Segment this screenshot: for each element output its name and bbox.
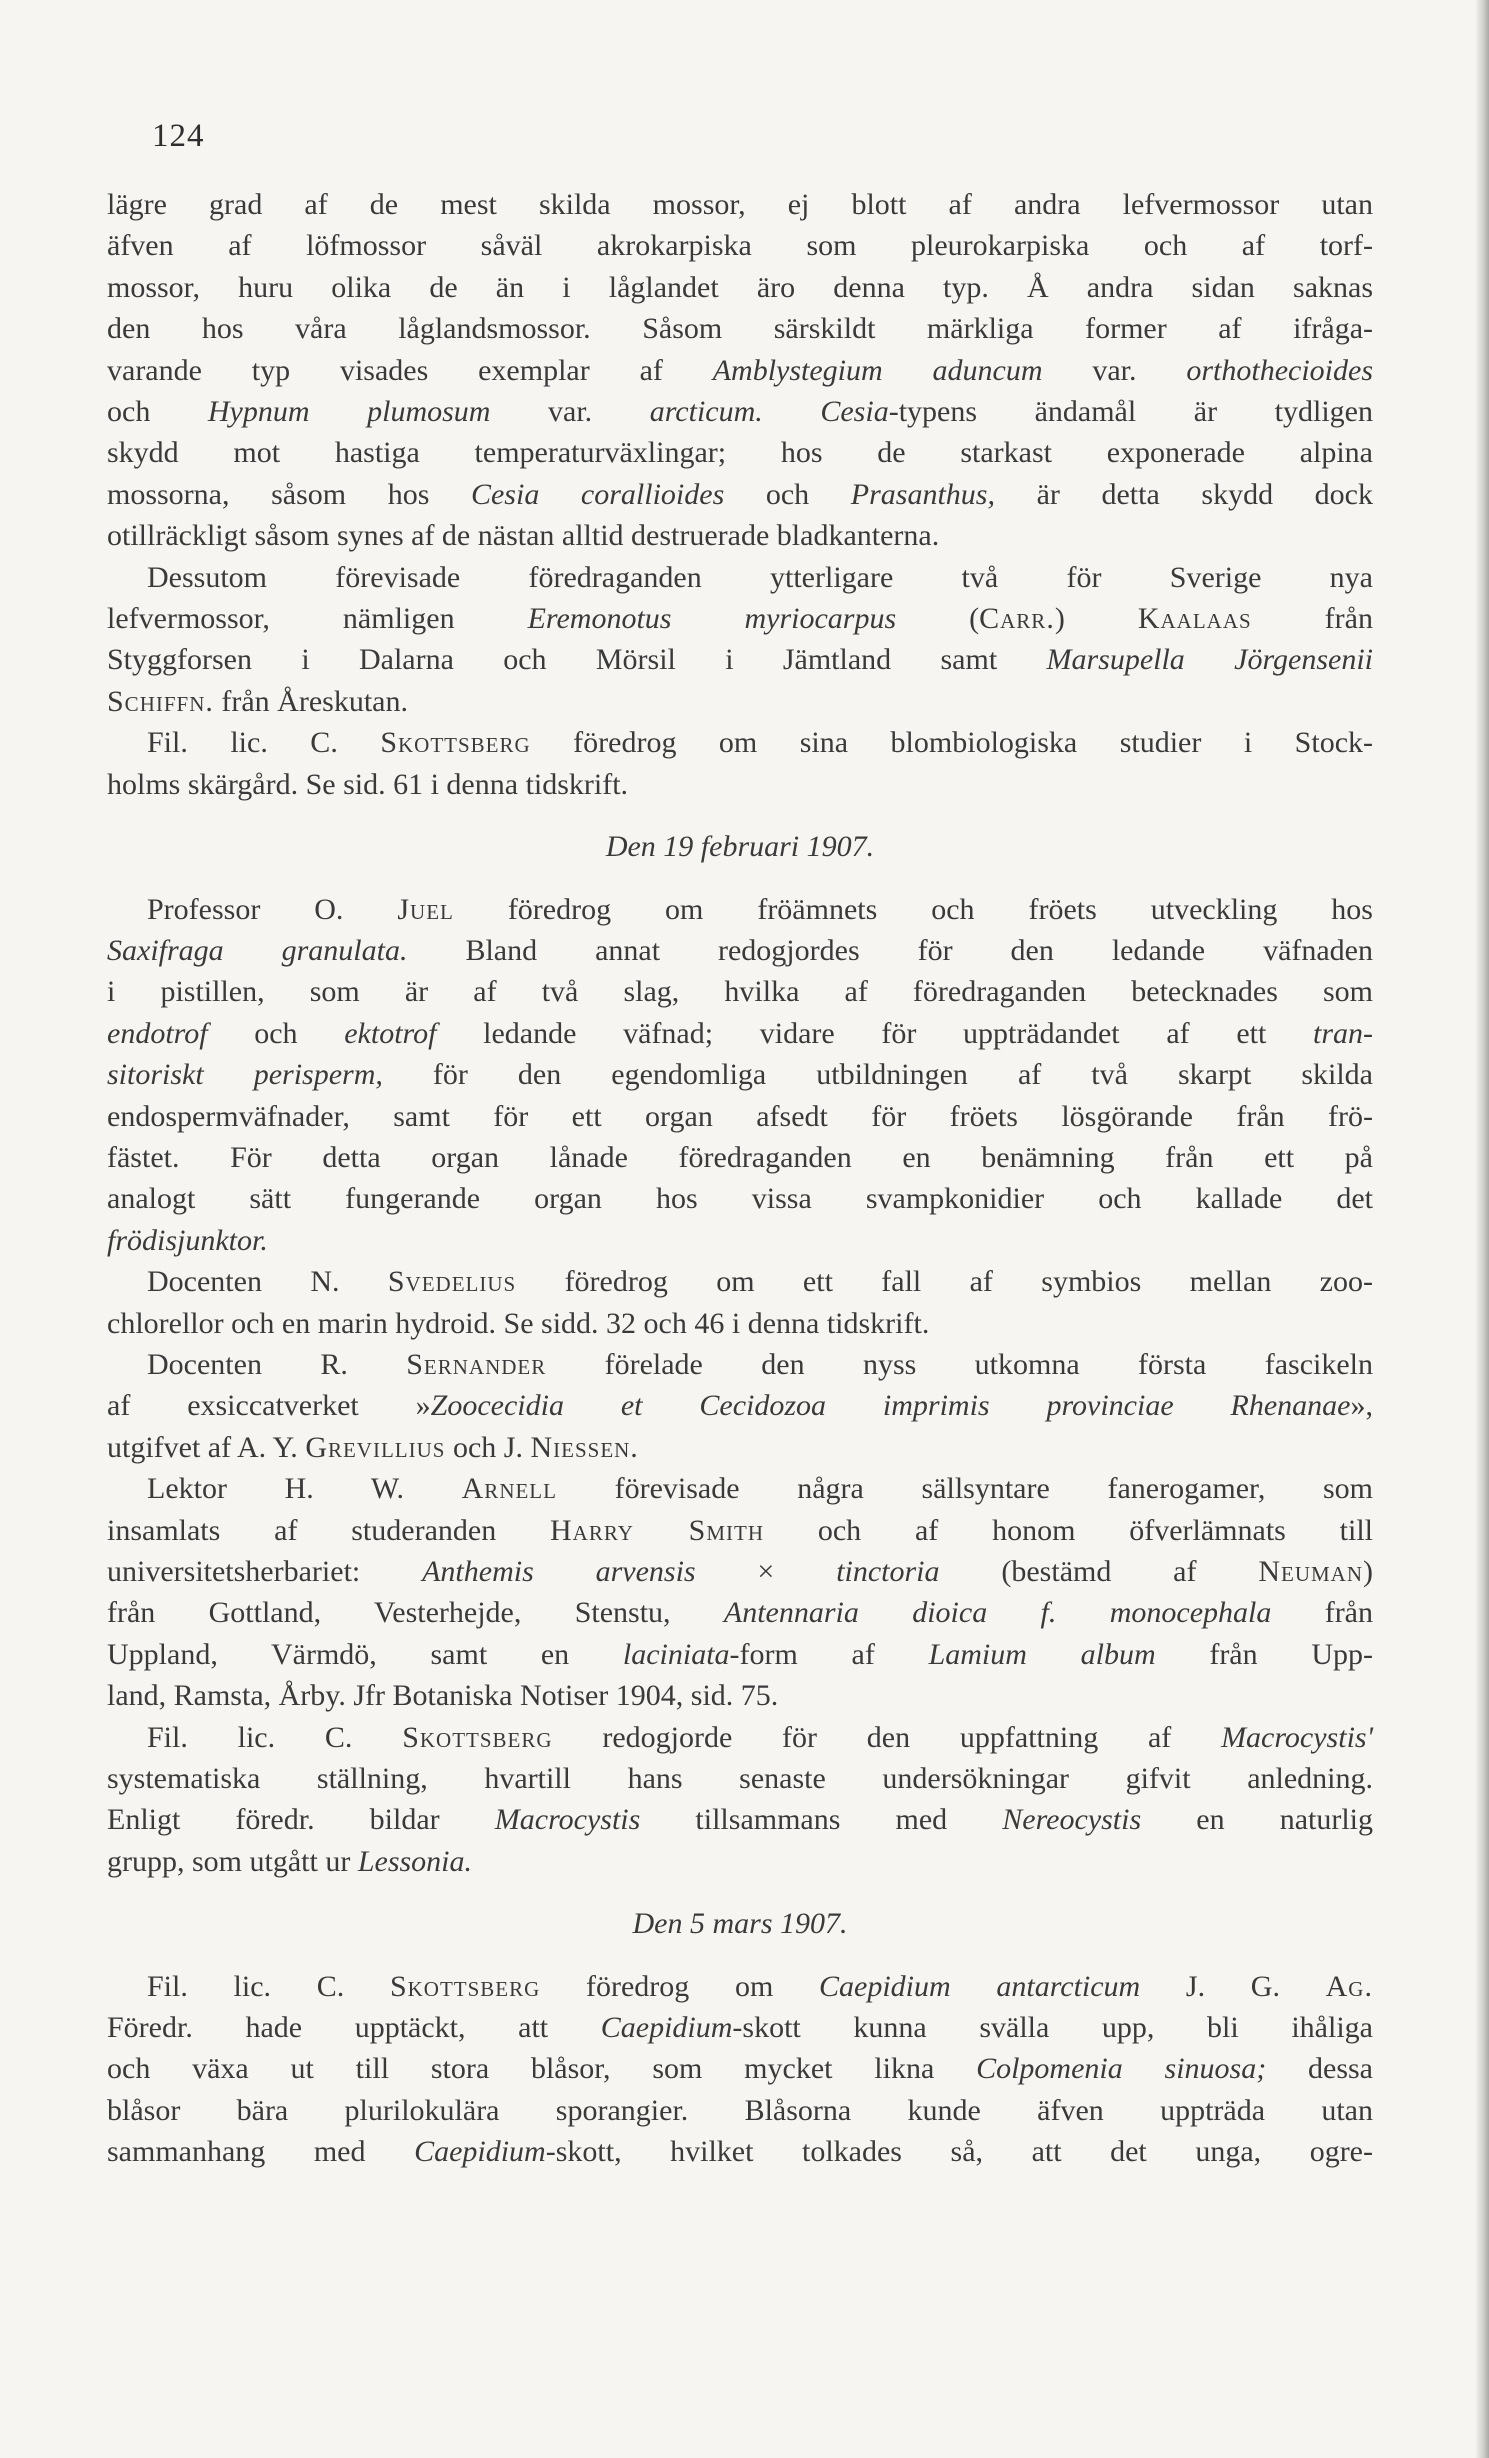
small-caps-name: Arnell [461,1472,557,1506]
small-caps-name: Sernander [406,1347,547,1381]
text-run: × [695,1555,837,1588]
text-line [107,1261,1373,1302]
paragraph [107,184,1373,557]
small-caps-name: Schiffn. [107,684,214,718]
text-line [107,474,1373,515]
italic-text: Caepidium antarcticum [819,1969,1141,2003]
italic-text: tran- [1312,1016,1373,1050]
text-run: ) [1363,1555,1373,1588]
italic-text: Caepidium [600,2011,733,2045]
text-run: ( [896,602,980,636]
text-run: systematiska ställning, hvartill hans senaste undersökningar gifvit anledning. [107,1762,1373,1796]
text-run: för den egendomliga utbildningen af två skarpt skilda [382,1058,1373,1092]
italic-text: endotrof [107,1016,208,1050]
text-run: redogjorde för den uppfattning af [552,1720,1222,1754]
text-run: Styggforsen i Dalarna och Mörsil i Jämtland samt [107,643,1047,677]
text-line [107,889,1373,930]
italic-text: laciniata [622,1637,730,1671]
page-body [107,184,1373,2173]
paragraph [107,722,1373,805]
text-run: föredrog om ett fall af symbios mellan zoo- [516,1265,1373,1299]
italic-text: sitoriskt perisperm, [107,1058,383,1092]
text-line [107,1592,1373,1633]
text-run: holms skärgård. Se sid. 61 i denna tidskrift. [107,767,629,801]
small-caps-name: Grevillius [305,1430,446,1464]
small-caps-name: Skottsberg [389,1969,541,2003]
small-caps-name: Ag. [1325,1969,1373,2003]
text-line [107,557,1373,598]
text-line [107,1137,1373,1178]
text-line [107,1344,1373,1385]
text-line [107,1634,1373,1675]
date-heading: Den 19 februari 1907. [605,830,875,864]
text-run: (bestämd af [939,1555,1259,1588]
text-line [107,1096,1373,1137]
paragraph [107,1468,1373,1716]
text-line [107,722,1373,763]
text-run: är detta skydd dock [994,477,1373,511]
text-run: Uppland, Värmdö, samt en [107,1637,623,1671]
text-line [107,1385,1373,1426]
text-line [107,391,1373,432]
italic-text: Lamium album [928,1637,1156,1671]
text-run: lefvermossor, nämligen [107,602,528,636]
text-run: från Gottland, Vesterhejde, Stenstu, [107,1596,724,1630]
text-run: Bland annat redogjordes för den ledande väfnaden [407,933,1373,967]
text-line [107,2048,1373,2089]
text-run: och växa ut till stora blåsor, som mycket likna [107,2052,977,2086]
text-line [107,184,1373,225]
text-line [107,681,1373,722]
text-run: ) [1054,602,1138,636]
italic-text: Amblystegium aduncum [712,353,1043,387]
text-line [107,1178,1373,1219]
text-run: ledande väfnad; vidare för uppträdandet af ett [436,1016,1313,1050]
text-line [107,515,1373,556]
italic-text: frödisjunktor. [107,1223,268,1257]
text-run: Föredr. hade upptäckt, att [107,2011,601,2045]
text-line [107,1013,1373,1054]
italic-text: ektotrof [344,1016,437,1050]
text-run: varande typ visades exemplar af [107,353,713,387]
paragraph [107,889,1373,1262]
text-line [107,1717,1373,1758]
text-line [107,1054,1373,1095]
small-caps-name: Neuman [1258,1555,1363,1588]
text-run: J. G. [1140,1969,1326,2003]
italic-text: Prasanthus, [850,477,995,511]
text-run: endospermväfnader, samt för ett organ afsedt för fröets lösgörande från frö- [107,1099,1373,1133]
text-run: otillräckligt såsom synes af de nästan alltid destruerade bladkanterna. [107,519,940,553]
text-run: Fil. lic. C. [147,1720,403,1754]
text-line [107,350,1373,391]
text-run: från Åreskutan. [213,684,408,718]
text-run: mossor, huru olika de än i låglandet äro denna typ. Å andra sidan saknas [107,270,1373,304]
text-run: från [1271,1596,1373,1630]
paragraph [107,557,1373,723]
text-run: i pistillen, som är af två slag, hvilka af föredraganden betecknades som [107,975,1373,1009]
text-run: Enligt föredr. bildar [107,1803,495,1837]
small-caps-name: Carr. [979,602,1055,636]
text-run: chlorellor och en marin hydroid. Se sidd. 32 och 46 i denna tidskrift. [107,1306,930,1340]
text-run: och [724,477,851,511]
text-run: var. [1042,353,1187,387]
text-run: utgifvet af A. Y. [107,1430,306,1464]
text-line [107,1841,1373,1882]
italic-text: orthothecioides [1186,353,1373,387]
text-run: dessa [1266,2052,1373,2086]
text-run: analogt sätt fungerande organ hos vissa svampkonidier och kallade det [107,1182,1373,1216]
text-run: Fil. lic. C. [147,1969,390,2003]
text-run: var. [490,395,650,429]
text-run: den hos våra låglandsmossor. Såsom särskildt märkliga former af ifråga- [107,312,1373,346]
italic-text: Eremonotus myriocarpus [527,602,897,636]
italic-text: Marsupella Jörgensenii [1046,643,1373,677]
text-run: förelade den nyss utkomna första fascikeln [546,1347,1373,1381]
italic-text: Macrocystis [494,1803,641,1837]
italic-text: Colpomenia sinuosa; [976,2052,1267,2086]
text-run: en naturlig [1141,1803,1374,1837]
text-run: -skott, hvilket tolkades så, att det unga, ogre- [545,2135,1373,2169]
italic-text: Anthemis arvensis [422,1555,696,1588]
text-run: och af honom öfverlämnats till [764,1513,1373,1547]
text-run: Dessutom förevisade föredraganden ytterligare två för Sverige nya [147,560,1373,594]
text-run: lägre grad af de mest skilda mossor, ej blott af andra lefvermossor utan [107,188,1373,221]
small-caps-name: Svedelius [387,1265,517,1299]
date-heading: Den 5 mars 1907. [632,1907,848,1941]
italic-text: Cesia corallioides [470,477,725,511]
text-run: och [107,395,208,429]
text-line [107,1220,1373,1261]
text-line [107,1468,1373,1509]
page-number: 124 [152,118,205,154]
text-run: Docenten R. [147,1347,407,1381]
text-run: -form af [729,1637,929,1671]
text-run: äfven af löfmossor såväl akrokarpiska som pleurokarpiska och af torf- [107,229,1373,263]
text-run: tillsammans med [640,1803,1003,1837]
small-caps-name: Skottsberg [380,726,531,760]
text-run: -skott kunna svälla upp, bli ihåliga [732,2011,1373,2045]
text-run: », [1350,1389,1373,1423]
text-run: sammanhang med [107,2135,415,2169]
italic-text: Nereocystis [1002,1803,1142,1837]
text-run: mossorna, såsom hos [107,477,471,511]
text-run: Professor O. [147,892,398,926]
text-line [107,1966,1373,2007]
small-caps-name: Juel [397,892,454,926]
text-line [107,308,1373,349]
text-run: Lektor H. W. [147,1472,462,1506]
text-line [107,1799,1373,1840]
text-run: från Upp- [1155,1637,1373,1671]
small-caps-name: Kaalaas [1137,602,1252,636]
italic-text: arcticum. [649,395,763,429]
text-line [107,2131,1373,2172]
text-run: -typens ändamål är tydligen [888,395,1373,429]
italic-text: Cesia [820,395,889,429]
text-line [107,1758,1373,1799]
small-caps-name: Skottsberg [402,1720,553,1754]
text-run [763,395,821,428]
text-line [107,639,1373,680]
text-line [107,764,1373,805]
paragraph [107,1261,1373,1344]
text-line [107,267,1373,308]
text-line [107,1675,1373,1716]
text-run: universitetsherbariet: [107,1555,423,1588]
small-caps-name: Niessen. [530,1430,639,1464]
paragraph [107,1344,1373,1468]
italic-text: tinctoria [836,1555,940,1588]
small-caps-name: Harry Smith [550,1513,765,1547]
italic-text: Antennaria dioica f. monocephala [723,1596,1272,1630]
paragraph [107,1717,1373,1883]
italic-text: Zoocecidia et Cecidozoa imprimis provinciae Rhenanae [430,1389,1351,1423]
italic-text: Lessonia. [357,1844,472,1878]
text-run: Docenten N. [147,1265,388,1299]
text-line [107,225,1373,266]
text-line [107,1427,1373,1468]
text-run: blåsor bära plurilokulära sporangier. Blåsorna kunde äfven uppträda utan [107,2093,1373,2127]
text-line [107,1510,1373,1551]
paragraph [107,1966,1373,2173]
text-line [107,1551,1373,1592]
text-line [107,971,1373,1012]
text-run: föredrog om sina blombiologiska studier i Stock- [530,726,1373,760]
text-run: fästet. För detta organ lånade föredraganden en benämning från ett på [107,1140,1373,1174]
text-run: föredrog om [540,1969,819,2003]
italic-text: Macrocystis' [1221,1720,1373,1754]
text-run: af exsiccatverket » [107,1389,431,1423]
text-line [107,1303,1373,1344]
text-run: föredrog om fröämnets och fröets utveckling hos [453,892,1373,926]
page-edge-shadow [1475,0,1489,2458]
text-line [107,930,1373,971]
text-run: och [207,1016,345,1050]
text-line [107,598,1373,639]
text-run: insamlats af studeranden [107,1513,551,1547]
text-line [107,432,1373,473]
text-line [107,2007,1373,2048]
text-run: och J. [445,1430,531,1464]
italic-text: Saxifraga granulata. [107,933,408,967]
text-run: från [1251,602,1373,636]
text-run: grupp, som utgått ur [107,1844,358,1878]
text-run: land, Ramsta, Årby. Jfr Botaniska Notiser 1904, sid. 75. [107,1679,779,1713]
italic-text: Hypnum plumosum [207,395,491,429]
text-line [107,2090,1373,2131]
text-run: skydd mot hastiga temperaturväxlingar; hos de starkast exponerade alpina [107,436,1373,470]
text-run: Fil. lic. C. [147,726,381,760]
text-run: förevisade några sällsyntare fanerogamer, som [556,1472,1373,1506]
italic-text: Caepidium [414,2135,546,2169]
